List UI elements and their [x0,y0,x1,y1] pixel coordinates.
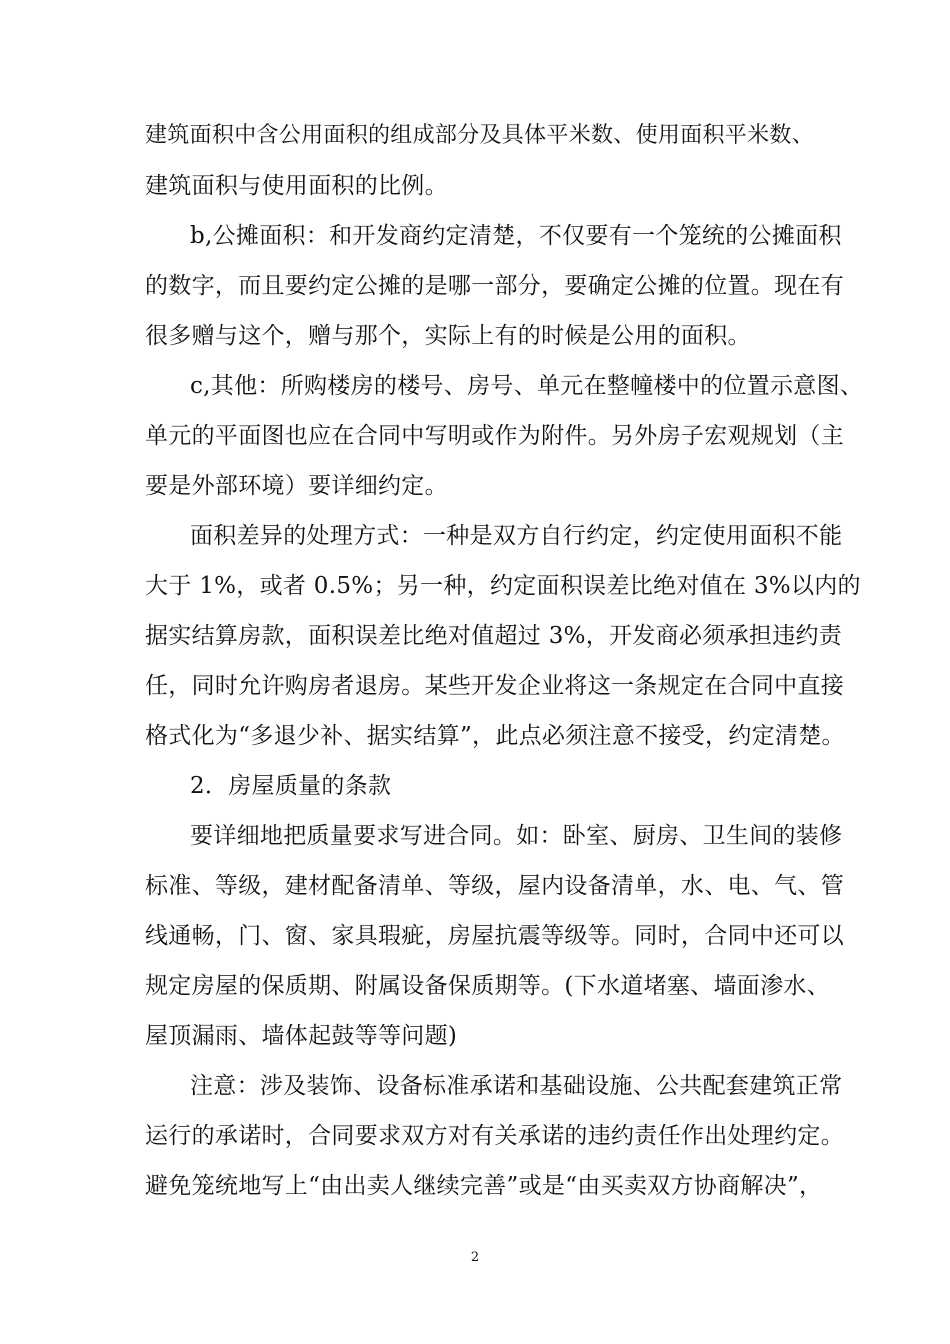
text-line: 线通畅，门、窗、家具瑕疵，房屋抗震等级等。同时，合同中还可以 [145,923,844,949]
text-line: 运行的承诺时，合同要求双方对有关承诺的违约责任作出处理约定。 [145,1123,844,1149]
text-line: 据实结算房款，面积误差比绝对值超过 3%，开发商必须承担违约责 [145,623,843,649]
text-line: 标准、等级，建材配备清单、等级，屋内设备清单，水、电、气、管 [145,873,844,899]
page-number: 2 [470,1250,480,1265]
text-line: 建筑面积中含公用面积的组成部分及具体平米数、使用面积平米数、 [145,123,815,148]
text-line: 任，同时允许购房者退房。某些开发企业将这一条规定在合同中直接 [145,673,844,699]
text-line: 注意：涉及装饰、设备标准承诺和基础设施、公共配套建筑正常 [190,1073,843,1099]
text-line: 面积差异的处理方式：一种是双方自行约定，约定使用面积不能 [190,523,843,549]
text-line: 要是外部环境）要详细约定。 [145,473,448,499]
text-line: 规定房屋的保质期、附属设备保质期等。(下水道堵塞、墙面渗水、 [145,973,830,999]
text-line: 屋顶漏雨、墙体起鼓等等问题) [145,1023,458,1049]
text-line: b,公摊面积：和开发商约定清楚，不仅要有一个笼统的公摊面积 [190,223,842,249]
text-line: c,其他：所购楼房的楼号、房号、单元在整幢楼中的位置示意图、 [190,373,864,399]
section-heading: 2．房屋质量的条款 [190,773,392,799]
text-line: 格式化为“多退少补、据实结算”，此点必须注意不接受，约定清楚。 [145,723,845,749]
text-line: 的数字，而且要约定公摊的是哪一部分，要确定公摊的位置。现在有 [145,273,844,299]
text-line: 避免笼统地写上“由出卖人继续完善”或是“由买卖双方协商解决”， [145,1173,823,1199]
text-line: 单元的平面图也应在合同中写明或作为附件。另外房子宏观规划（主 [145,423,844,449]
text-line: 要详细地把质量要求写进合同。如：卧室、厨房、卫生间的装修 [190,823,843,849]
text-line: 建筑面积与使用面积的比例。 [145,173,448,199]
text-line: 大于 1%，或者 0.5%；另一种，约定面积误差比绝对值在 3%以内的 [145,573,861,599]
text-line: 很多赠与这个，赠与那个，实际上有的时候是公用的面积。 [145,323,751,349]
